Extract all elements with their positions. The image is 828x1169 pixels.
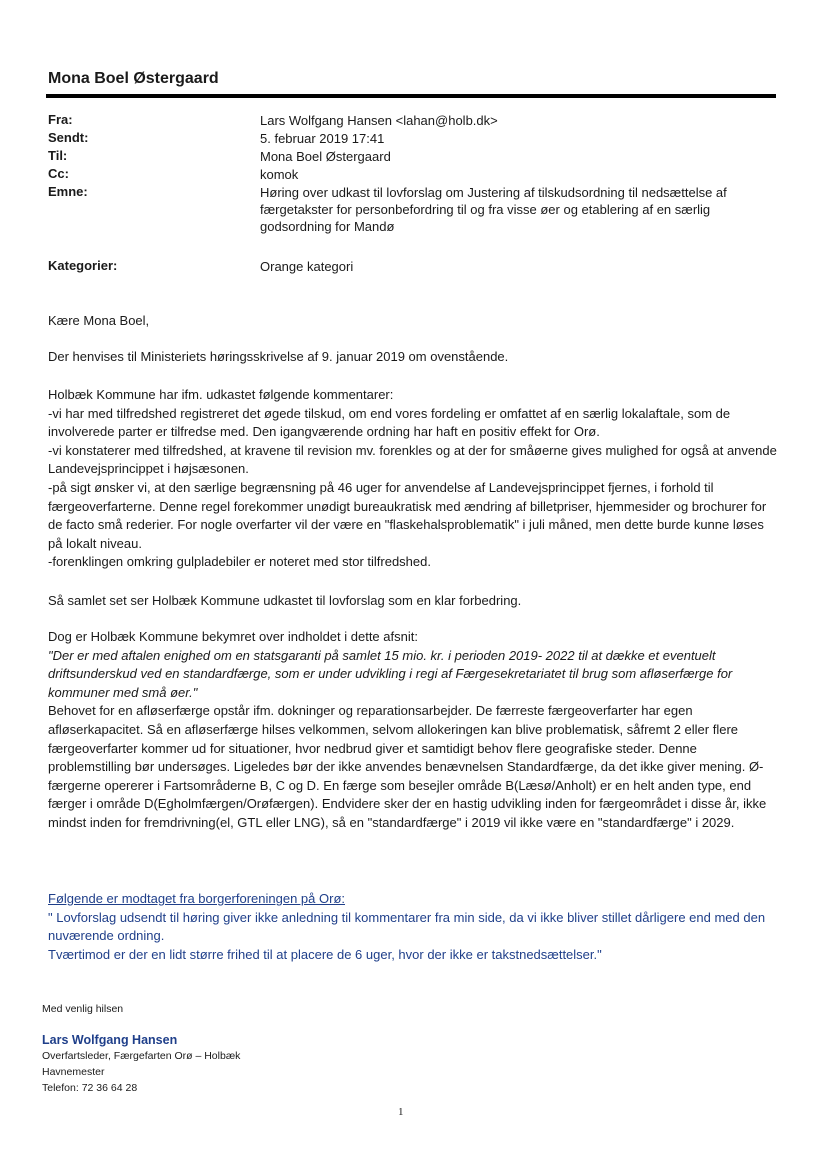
cc-value: komok: [260, 167, 299, 182]
from-label: Fra:: [48, 112, 73, 127]
citizen-quote: Tværtimod er der en lidt større frihed til at placere de 6 uger, hvor der ikke er takstnedsættelser.": [48, 946, 602, 962]
summary-paragraph: Så samlet set ser Holbæk Kommune udkastet til lovforslag som en klar forbedring.: [48, 593, 522, 608]
comment-item: -på sigt ønsker vi, at den særlige begrænsning på 46 uger for anvendelse af Landevejsprincippet fjernes, i forhold til færgeoverfarterne. Denne regel forekommer unødigt bureaukratisk med ændring af billetpriser, hjemmesider og brochurer for de facto små rederier. For nogle overfarter vil der være en "flaskehalsproblematik" i juli måned, men dette burde kunne løses på lokalt niveau.: [48, 479, 767, 551]
mailbox-owner-name: Mona Boel Østergaard: [48, 70, 219, 87]
citizen-quote: " Lovforslag udsendt til høring giver ikke anledning til kommentarer fra min side, da vi ikke bliver stillet dårligere end med den nuværende ordning.: [48, 909, 766, 944]
comments-block: [48, 386, 778, 572]
citizen-heading: Følgende er modtaget fra borgerforeningen på Orø:: [48, 891, 345, 906]
comments-intro: Holbæk Kommune har ifm. udkastet følgende kommentarer:: [48, 387, 394, 402]
signature-role: Havnemester: [42, 1066, 105, 1078]
intro-paragraph: Der henvises til Ministeriets høringsskrivelse af 9. januar 2019 om ovenstående.: [48, 349, 509, 364]
quoted-section: "Der er med aftalen enighed om en statsgaranti på samlet 15 mio. kr. i perioden 2019- 2022 til at dække et eventuelt driftsunderskud ved en standardfærge, som er under udvikling i regi af Færgesekretariatet til brug som afløserfærge for kommuner med små øer.": [48, 647, 733, 700]
subject-value: Høring over udkast til lovforslag om Justering af tilskudsordning til nedsættelse af færgetakster for personbefordring til og fra visse øer og etablering af en særlig godsordning for Mandø: [260, 185, 727, 234]
page-number: 1: [398, 1106, 404, 1118]
citizen-block: [48, 890, 778, 964]
sent-value: 5. februar 2019 17:41: [260, 131, 385, 146]
to-label: Til:: [48, 148, 68, 163]
comment-item: -vi har med tilfredshed registreret det øgede tilskud, om end vores fordeling er omfattet af en særlig lokalaftale, som de involverede parter er tilfredse med. Den igangværende ordning har haft en positiv effekt for Orø.: [48, 405, 731, 440]
signature-title: Overfartsleder, Færgefarten Orø – Holbæk: [42, 1050, 241, 1062]
signature-name: Lars Wolfgang Hansen: [42, 1033, 178, 1047]
sent-label: Sendt:: [48, 130, 89, 145]
concern-body: Behovet for en afløserfærge opstår ifm. dokninger og reparationsarbejder. De færreste færgeoverfarter har egen afløserkapacitet. Så en afløserfærge hilses velkommen, selvom allokeringen kan blive problematisk, såfremt 2 eller flere færgeoverfarter kommer ud for situationer, hvor nedbrud giver et samtidigt behov flere geografiske steder. Denne problemstilling bør undersøges. Ligeledes bør der ikke anvendes benævnelsen Standardfærge, da det ikke giver mening. Ø-færgerne opererer i Fartsområderne B, C og D. En færge som besejler område B(Læsø/Anholt) er en helt anden type, end færger i område D(Egholmfærgen/Orøfærgen). Endvidere sker der en hastig udvikling inden for færgeområdet i disse år, ikke mindst inden for fremdrivning(el, GTL eller LNG), så en "standardfærge" i 2019 vil ikke være en "standardfærge" i 2029.: [48, 703, 767, 830]
cc-label: Cc:: [48, 166, 69, 181]
signature-block: [42, 1032, 772, 1096]
subject-label: Emne:: [48, 184, 88, 199]
closing: Med venlig hilsen: [42, 1003, 124, 1015]
signature-phone: Telefon: 72 36 64 28: [42, 1082, 138, 1094]
greeting: Kære Mona Boel,: [48, 313, 150, 328]
to-value: Mona Boel Østergaard: [260, 149, 391, 164]
categories-label: Kategorier:: [48, 258, 118, 273]
from-value: Lars Wolfgang Hansen <lahan@holb.dk>: [260, 113, 498, 128]
concern-intro: Dog er Holbæk Kommune bekymret over indholdet i dette afsnit:: [48, 629, 418, 644]
header-rule: [46, 94, 776, 98]
concern-block: [48, 628, 778, 833]
comment-item: -forenklingen omkring gulpladebiler er noteret med stor tilfredshed.: [48, 554, 431, 570]
categories-value: Orange kategori: [260, 259, 354, 274]
comment-item: -vi konstaterer med tilfredshed, at kravene til revision mv. forenkles og at der for småøerne gives mulighed for også at anvende Landevejsprincippet i højsæsonen.: [48, 442, 777, 477]
